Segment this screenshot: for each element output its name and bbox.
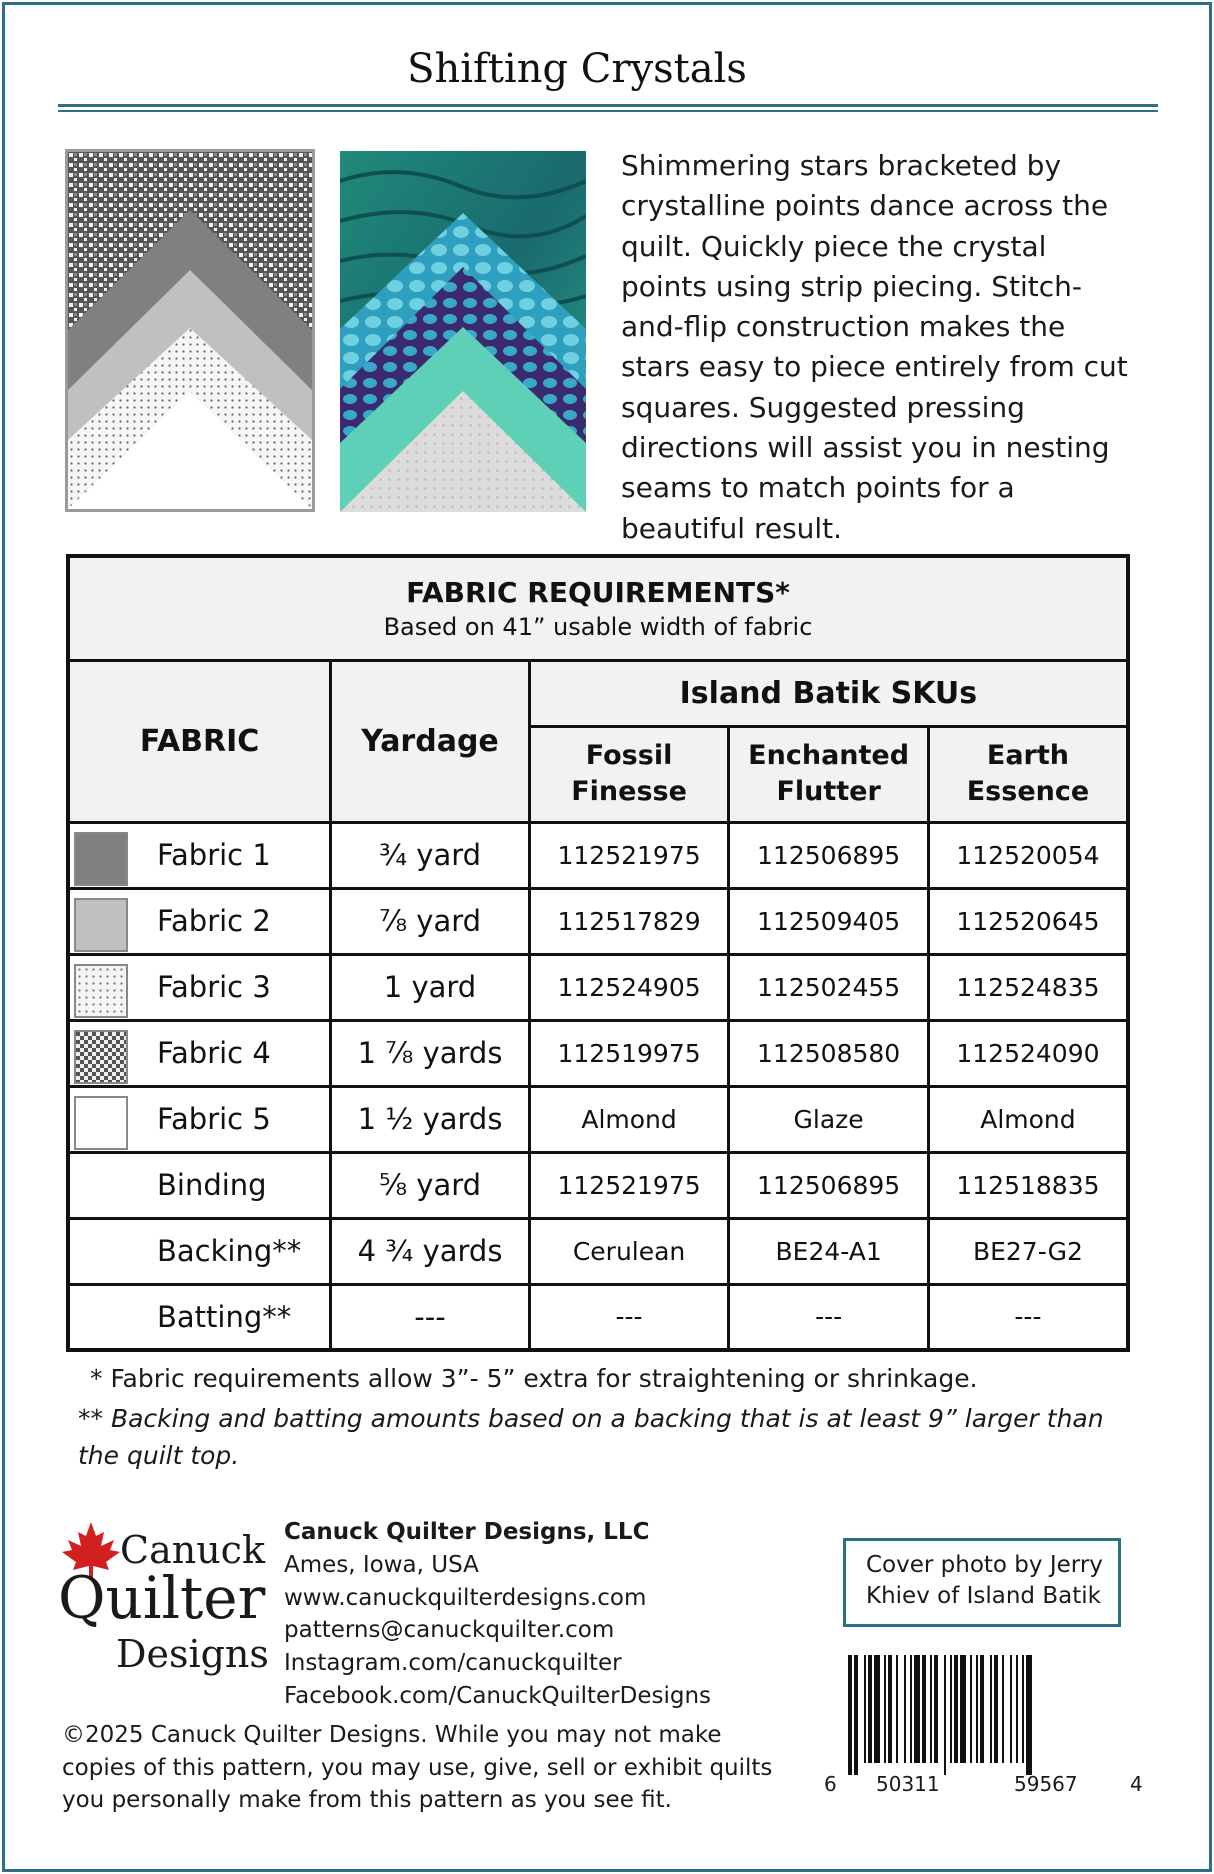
contact-info bbox=[284, 1516, 711, 1713]
sku-cell: Cerulean bbox=[529, 1218, 729, 1284]
sku-cell: 112509405 bbox=[729, 888, 929, 954]
batik-block-photo bbox=[340, 151, 586, 512]
block-diagram-image bbox=[65, 149, 315, 512]
fabric-cell: Batting** bbox=[68, 1284, 331, 1350]
table-row bbox=[68, 822, 1128, 888]
sku-cell: 112502455 bbox=[729, 954, 929, 1020]
company-logo: Canuck Quilter Designs bbox=[58, 1520, 268, 1680]
sku-cell: 112524835 bbox=[928, 954, 1128, 1020]
barcode-digits-right: 59567 bbox=[1014, 1772, 1078, 1796]
fabric-cell: Fabric 1 bbox=[68, 822, 331, 888]
page-title: Shifting Crystals bbox=[407, 46, 747, 92]
company-location: Ames, Iowa, USA bbox=[284, 1551, 479, 1578]
swatch-fabric-2 bbox=[74, 898, 128, 952]
sku-cell: 112524090 bbox=[928, 1020, 1128, 1086]
col-header-yardage: Yardage bbox=[331, 660, 530, 822]
swatch-fabric-1 bbox=[74, 832, 128, 886]
table-subtitle: Based on 41” usable width of fabric bbox=[383, 612, 813, 641]
sku-cell: --- bbox=[529, 1284, 729, 1350]
table-row bbox=[68, 888, 1128, 954]
col-header-earth-essence: Earth Essence bbox=[928, 726, 1128, 822]
sku-cell: Almond bbox=[928, 1086, 1128, 1152]
swatch-fabric-5 bbox=[74, 1096, 128, 1150]
table-row bbox=[68, 1086, 1128, 1152]
sku-cell: BE27-G2 bbox=[928, 1218, 1128, 1284]
title-rule bbox=[58, 104, 1158, 107]
title-rule-thin bbox=[58, 110, 1158, 112]
sku-cell: 112520054 bbox=[928, 822, 1128, 888]
sku-cell: --- bbox=[928, 1284, 1128, 1350]
fabric-requirements-table bbox=[66, 554, 1130, 1352]
yardage-cell: 1 ⅞ yards bbox=[331, 1020, 530, 1086]
facebook-link[interactable]: Facebook.com/CanuckQuilterDesigns bbox=[284, 1682, 712, 1709]
sku-cell: 112519975 bbox=[529, 1020, 729, 1086]
col-header-fossil-finesse: Fossil Finesse bbox=[529, 726, 729, 822]
fabric-cell: Fabric 4 bbox=[68, 1020, 331, 1086]
instagram-link[interactable]: Instagram.com/canuckquilter bbox=[284, 1650, 622, 1677]
sku-cell: 112518835 bbox=[928, 1152, 1128, 1218]
fabric-cell: Fabric 5 bbox=[68, 1086, 331, 1152]
table-row bbox=[68, 1020, 1128, 1086]
sku-cell: 112506895 bbox=[729, 1152, 929, 1218]
photo-credit: Cover photo by Jerry Khiev of Island Batik bbox=[843, 1538, 1121, 1627]
sku-cell: 112506895 bbox=[729, 822, 929, 888]
footnote-fabric: * Fabric requirements allow 3”- 5” extra for straightening or shrinkage. bbox=[90, 1364, 978, 1393]
sku-cell: Almond bbox=[529, 1086, 729, 1152]
yardage-cell: 4 ¾ yards bbox=[331, 1218, 530, 1284]
barcode-digits-left: 50311 bbox=[876, 1772, 940, 1796]
footnote-backing: ** Backing and batting amounts based on a backing that is at least 9” larger than the quilt top. bbox=[78, 1404, 1104, 1470]
table-row bbox=[68, 1152, 1128, 1218]
sku-cell: 112521975 bbox=[529, 822, 729, 888]
company-name: Canuck Quilter Designs, LLC bbox=[284, 1519, 650, 1545]
table-row bbox=[68, 1218, 1128, 1284]
table-header bbox=[68, 556, 1128, 660]
sku-cell: --- bbox=[729, 1284, 929, 1350]
yardage-cell: 1 yard bbox=[331, 954, 530, 1020]
swatch-fabric-3 bbox=[74, 964, 128, 1018]
copyright-notice: ©2025 Canuck Quilter Designs. While you may not make copies of this pattern, you may use, give, sell or exhibit quilts you personally make from this pattern as you see fit. bbox=[62, 1722, 773, 1813]
table-title: FABRIC REQUIREMENTS* bbox=[406, 575, 790, 609]
yardage-cell: ¾ yard bbox=[331, 822, 530, 888]
yardage-cell: ⅝ yard bbox=[331, 1152, 530, 1218]
col-header-fabric: FABRIC bbox=[68, 660, 331, 822]
barcode-digit-first: 6 bbox=[824, 1772, 837, 1796]
intro-paragraph: Shimmering stars bracketed by crystalline points dance across the quilt. Quickly piece the crystal points using strip piecing. Stitch-and-flip construction makes the stars easy to piece entirely from cut squares. Suggested pressing directions will assist you in nesting seams to match points for a beautiful result. bbox=[621, 149, 1128, 545]
email-link[interactable]: patterns@canuckquilter.com bbox=[284, 1617, 615, 1644]
sku-cell: BE24-A1 bbox=[729, 1218, 929, 1284]
fabric-cell: Binding bbox=[68, 1152, 331, 1218]
barcode bbox=[840, 1655, 1140, 1775]
sku-cell: 112520645 bbox=[928, 888, 1128, 954]
col-header-enchanted-flutter: Enchanted Flutter bbox=[729, 726, 929, 822]
table-row bbox=[68, 1284, 1128, 1350]
col-header-skus: Island Batik SKUs bbox=[529, 660, 1128, 726]
fabric-cell: Fabric 2 bbox=[68, 888, 331, 954]
sku-cell: 112521975 bbox=[529, 1152, 729, 1218]
yardage-cell: 1 ½ yards bbox=[331, 1086, 530, 1152]
fabric-cell: Backing** bbox=[68, 1218, 331, 1284]
swatch-fabric-4 bbox=[74, 1030, 128, 1084]
sku-cell: 112508580 bbox=[729, 1020, 929, 1086]
sku-cell: Glaze bbox=[729, 1086, 929, 1152]
website-link[interactable]: www.canuckquilterdesigns.com bbox=[284, 1584, 647, 1611]
yardage-cell: --- bbox=[331, 1284, 530, 1350]
barcode-digit-last: 4 bbox=[1130, 1772, 1143, 1796]
table-row bbox=[68, 954, 1128, 1020]
yardage-cell: ⅞ yard bbox=[331, 888, 530, 954]
sku-cell: 112524905 bbox=[529, 954, 729, 1020]
fabric-cell: Fabric 3 bbox=[68, 954, 331, 1020]
sku-cell: 112517829 bbox=[529, 888, 729, 954]
